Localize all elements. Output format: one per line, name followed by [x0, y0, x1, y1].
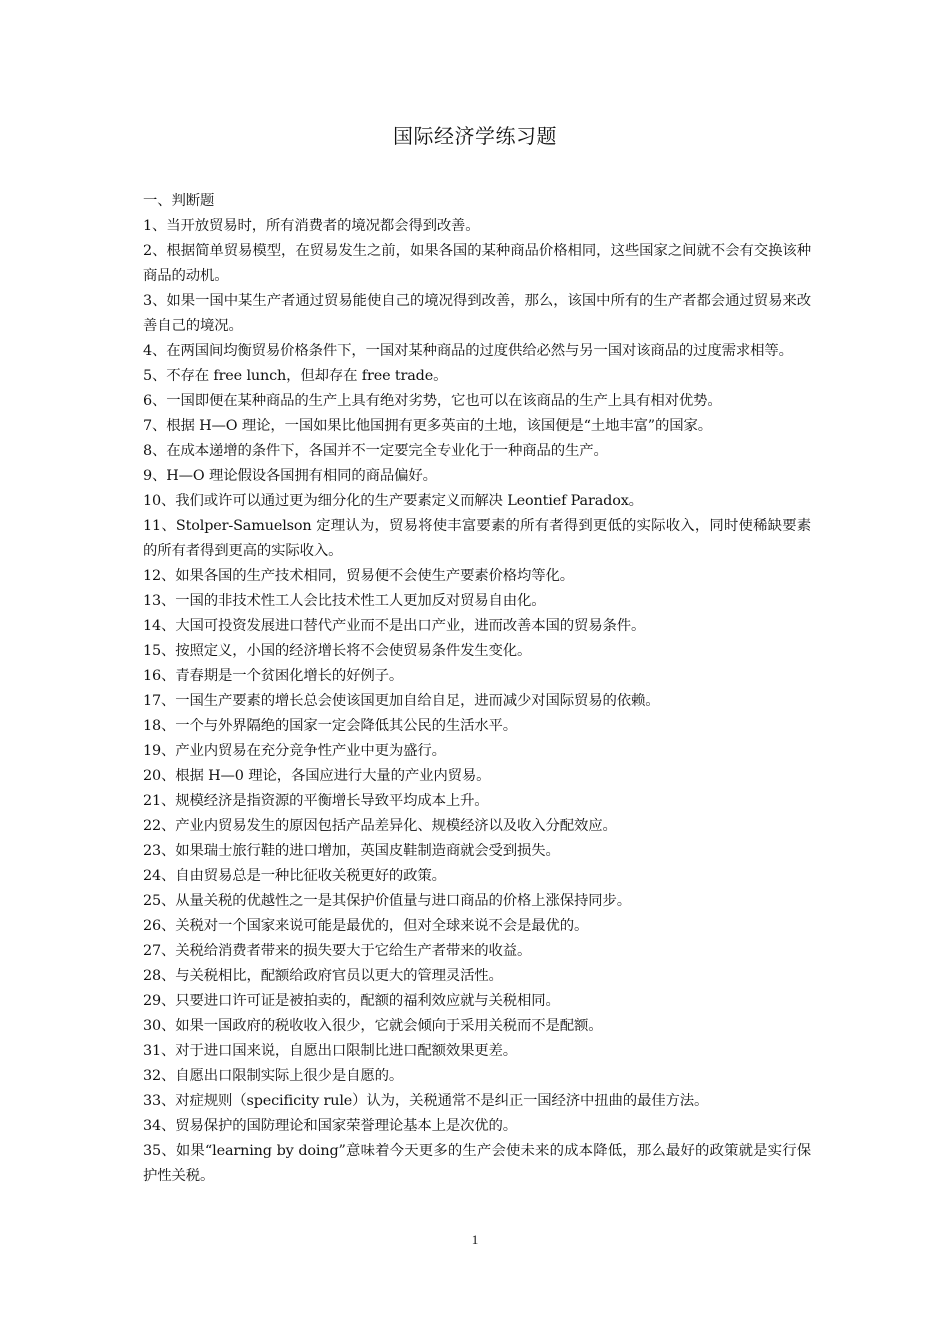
question-item: 17、一国生产要素的增长总会使该国更加自给自足，进而减少对国际贸易的依赖。 — [143, 693, 660, 709]
question-item: 33、对症规则（specificity rule）认为，关税通常不是纠正一国经济中扭曲的最佳方法。 — [143, 1093, 709, 1109]
question-item: 7、根据 H—O 理论，一国如果比他国拥有更多英亩的土地，该国便是“土地丰富”的国家。 — [143, 418, 712, 434]
question-item: 14、大国可投资发展进口替代产业而不是出口产业，进而改善本国的贸易条件。 — [143, 618, 646, 634]
page-number: 1 — [471, 1232, 479, 1247]
question-item: 25、从量关税的优越性之一是其保护价值量与进口商品的价格上涨保持同步。 — [143, 893, 631, 909]
question-item: 30、如果一国政府的税收收入很少，它就会倾向于采用关税而不是配额。 — [143, 1018, 603, 1034]
question-item: 28、与关税相比，配额给政府官员以更大的管理灵活性。 — [143, 968, 503, 984]
question-item: 5、不存在 free lunch，但却存在 free trade。 — [143, 368, 448, 384]
question-item: 35、如果“learning by doing”意味着今天更多的生产会使未来的成本降低，那么最好的政策就是实行保护性关税。 — [143, 1143, 811, 1184]
question-item: 13、一国的非技术性工人会比技术性工人更加反对贸易自由化。 — [143, 593, 546, 609]
question-item: 12、如果各国的生产技术相同，贸易便不会使生产要素价格均等化。 — [143, 568, 574, 584]
question-item: 34、贸易保护的国防理论和国家荣誉理论基本上是次优的。 — [143, 1118, 518, 1134]
question-item: 10、我们或许可以通过更为细分化的生产要素定义而解决 Leontief Paradox。 — [143, 493, 643, 509]
question-item: 32、自愿出口限制实际上很少是自愿的。 — [143, 1068, 404, 1084]
question-item: 2、根据简单贸易模型，在贸易发生之前，如果各国的某种商品价格相同，这些国家之间就不会有交换该种商品的动机。 — [143, 243, 811, 284]
question-item: 31、对于进口国来说，自愿出口限制比进口配额效果更差。 — [143, 1043, 518, 1059]
question-item: 15、按照定义，小国的经济增长将不会使贸易条件发生变化。 — [143, 643, 532, 659]
page-title: 国际经济学练习题 — [393, 124, 557, 148]
question-item: 4、在两国间均衡贸易价格条件下，一国对某种商品的过度供给必然与另一国对该商品的过度需求相等。 — [143, 343, 793, 359]
question-item: 21、规模经济是指资源的平衡增长导致平均成本上升。 — [143, 793, 489, 809]
question-list — [143, 189, 811, 1189]
question-item: 27、关税给消费者带来的损失要大于它给生产者带来的收益。 — [143, 943, 532, 959]
question-item: 1、当开放贸易时，所有消费者的境况都会得到改善。 — [143, 218, 480, 234]
question-item: 23、如果瑞士旅行鞋的进口增加，英国皮鞋制造商就会受到损失。 — [143, 843, 560, 859]
question-item: 16、青春期是一个贫困化增长的好例子。 — [143, 668, 404, 684]
question-item: 9、H—O 理论假设各国拥有相同的商品偏好。 — [143, 468, 437, 484]
question-item: 18、一个与外界隔绝的国家一定会降低其公民的生活水平。 — [143, 718, 518, 734]
question-item: 3、如果一国中某生产者通过贸易能使自己的境况得到改善，那么，该国中所有的生产者都会通过贸易来改善自己的境况。 — [143, 293, 811, 334]
section-heading: 一、判断题 — [143, 193, 215, 209]
question-item: 20、根据 H—0 理论，各国应进行大量的产业内贸易。 — [143, 768, 491, 784]
question-item: 22、产业内贸易发生的原因包括产品差异化、规模经济以及收入分配效应。 — [143, 818, 617, 834]
question-item: 8、在成本递增的条件下，各国并不一定要完全专业化于一种商品的生产。 — [143, 443, 608, 459]
question-item: 26、关税对一个国家来说可能是最优的，但对全球来说不会是最优的。 — [143, 918, 589, 934]
question-item: 24、自由贸易总是一种比征收关税更好的政策。 — [143, 868, 446, 884]
question-item: 19、产业内贸易在充分竞争性产业中更为盛行。 — [143, 743, 446, 759]
question-item: 29、只要进口许可证是被拍卖的，配额的福利效应就与关税相同。 — [143, 993, 560, 1009]
question-item: 11、Stolper-Samuelson 定理认为，贸易将使丰富要素的所有者得到更低的实际收入，同时使稀缺要素的所有者得到更高的实际收入。 — [143, 518, 811, 559]
question-item: 6、一国即便在某种商品的生产上具有绝对劣势，它也可以在该商品的生产上具有相对优势。 — [143, 393, 722, 409]
